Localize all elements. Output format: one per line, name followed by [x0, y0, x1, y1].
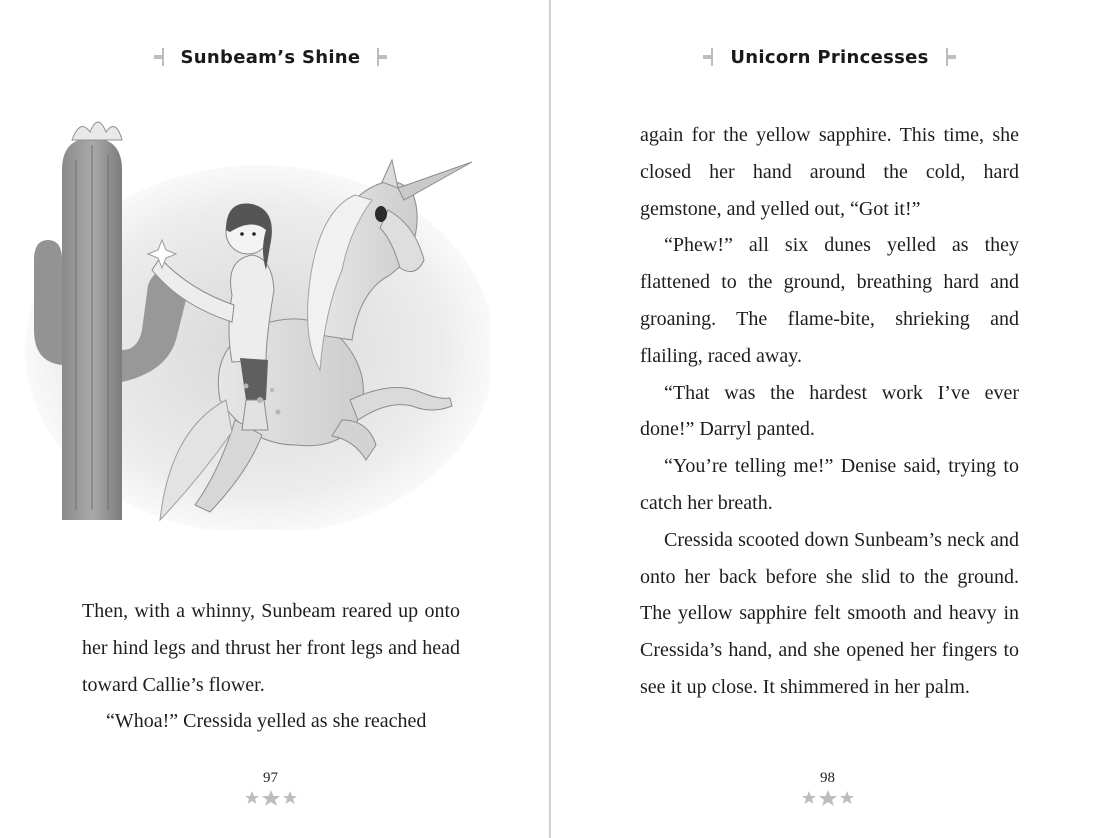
- right-arrow-tab-icon: [943, 46, 959, 68]
- paragraph: Then, with a whinny, Sunbeam reared up onto her hind legs and thrust her front legs and head toward Callie’s flower.: [82, 600, 460, 696]
- paragraph: “Phew!” all six dunes yelled as they flattened to the ground, breathing hard and groaning. The flame-bite, shrieking and flailing, raced away.: [640, 234, 1019, 367]
- running-head-right: [555, 46, 1100, 68]
- girl-riding-rearing-unicorn-by-cactus-illustration: [20, 100, 490, 530]
- body-text-left: [82, 593, 460, 740]
- series-title-header: Unicorn Princesses: [730, 46, 929, 68]
- page-number-footer-left: [0, 770, 545, 807]
- paragraph: Cressida scooted down Sunbeam’s neck and onto her back before she slid to the ground. The yellow sapphire felt smooth and heavy in Cressida’s hand, and she opened her fingers to see it up close. It shimmered in her palm.: [640, 528, 1019, 698]
- three-stars-icon: [243, 789, 299, 807]
- book-title-header: Sunbeam’s Shine: [180, 46, 361, 68]
- paragraph: again for the yellow sapphire. This time, she closed her hand around the cold, hard gemstone, and yelled out, “Got it!”: [640, 124, 1019, 220]
- three-stars-icon: [800, 789, 856, 807]
- paragraph: “Whoa!” Cressida yelled as she reached: [106, 710, 427, 733]
- left-arrow-tab-icon: [700, 46, 716, 68]
- page-number: 97: [263, 770, 278, 786]
- body-text-right: [640, 117, 1019, 706]
- left-page: [0, 0, 549, 838]
- page-number-footer-right: [553, 770, 1100, 807]
- paragraph: “That was the hardest work I’ve ever done!” Darryl panted.: [640, 381, 1019, 441]
- right-page: [551, 0, 1100, 838]
- paragraph: “You’re telling me!” Denise said, trying to catch her breath.: [640, 455, 1019, 514]
- page-number: 98: [820, 770, 835, 786]
- running-head-left: [0, 46, 545, 68]
- right-arrow-tab-icon: [374, 46, 390, 68]
- left-arrow-tab-icon: [151, 46, 167, 68]
